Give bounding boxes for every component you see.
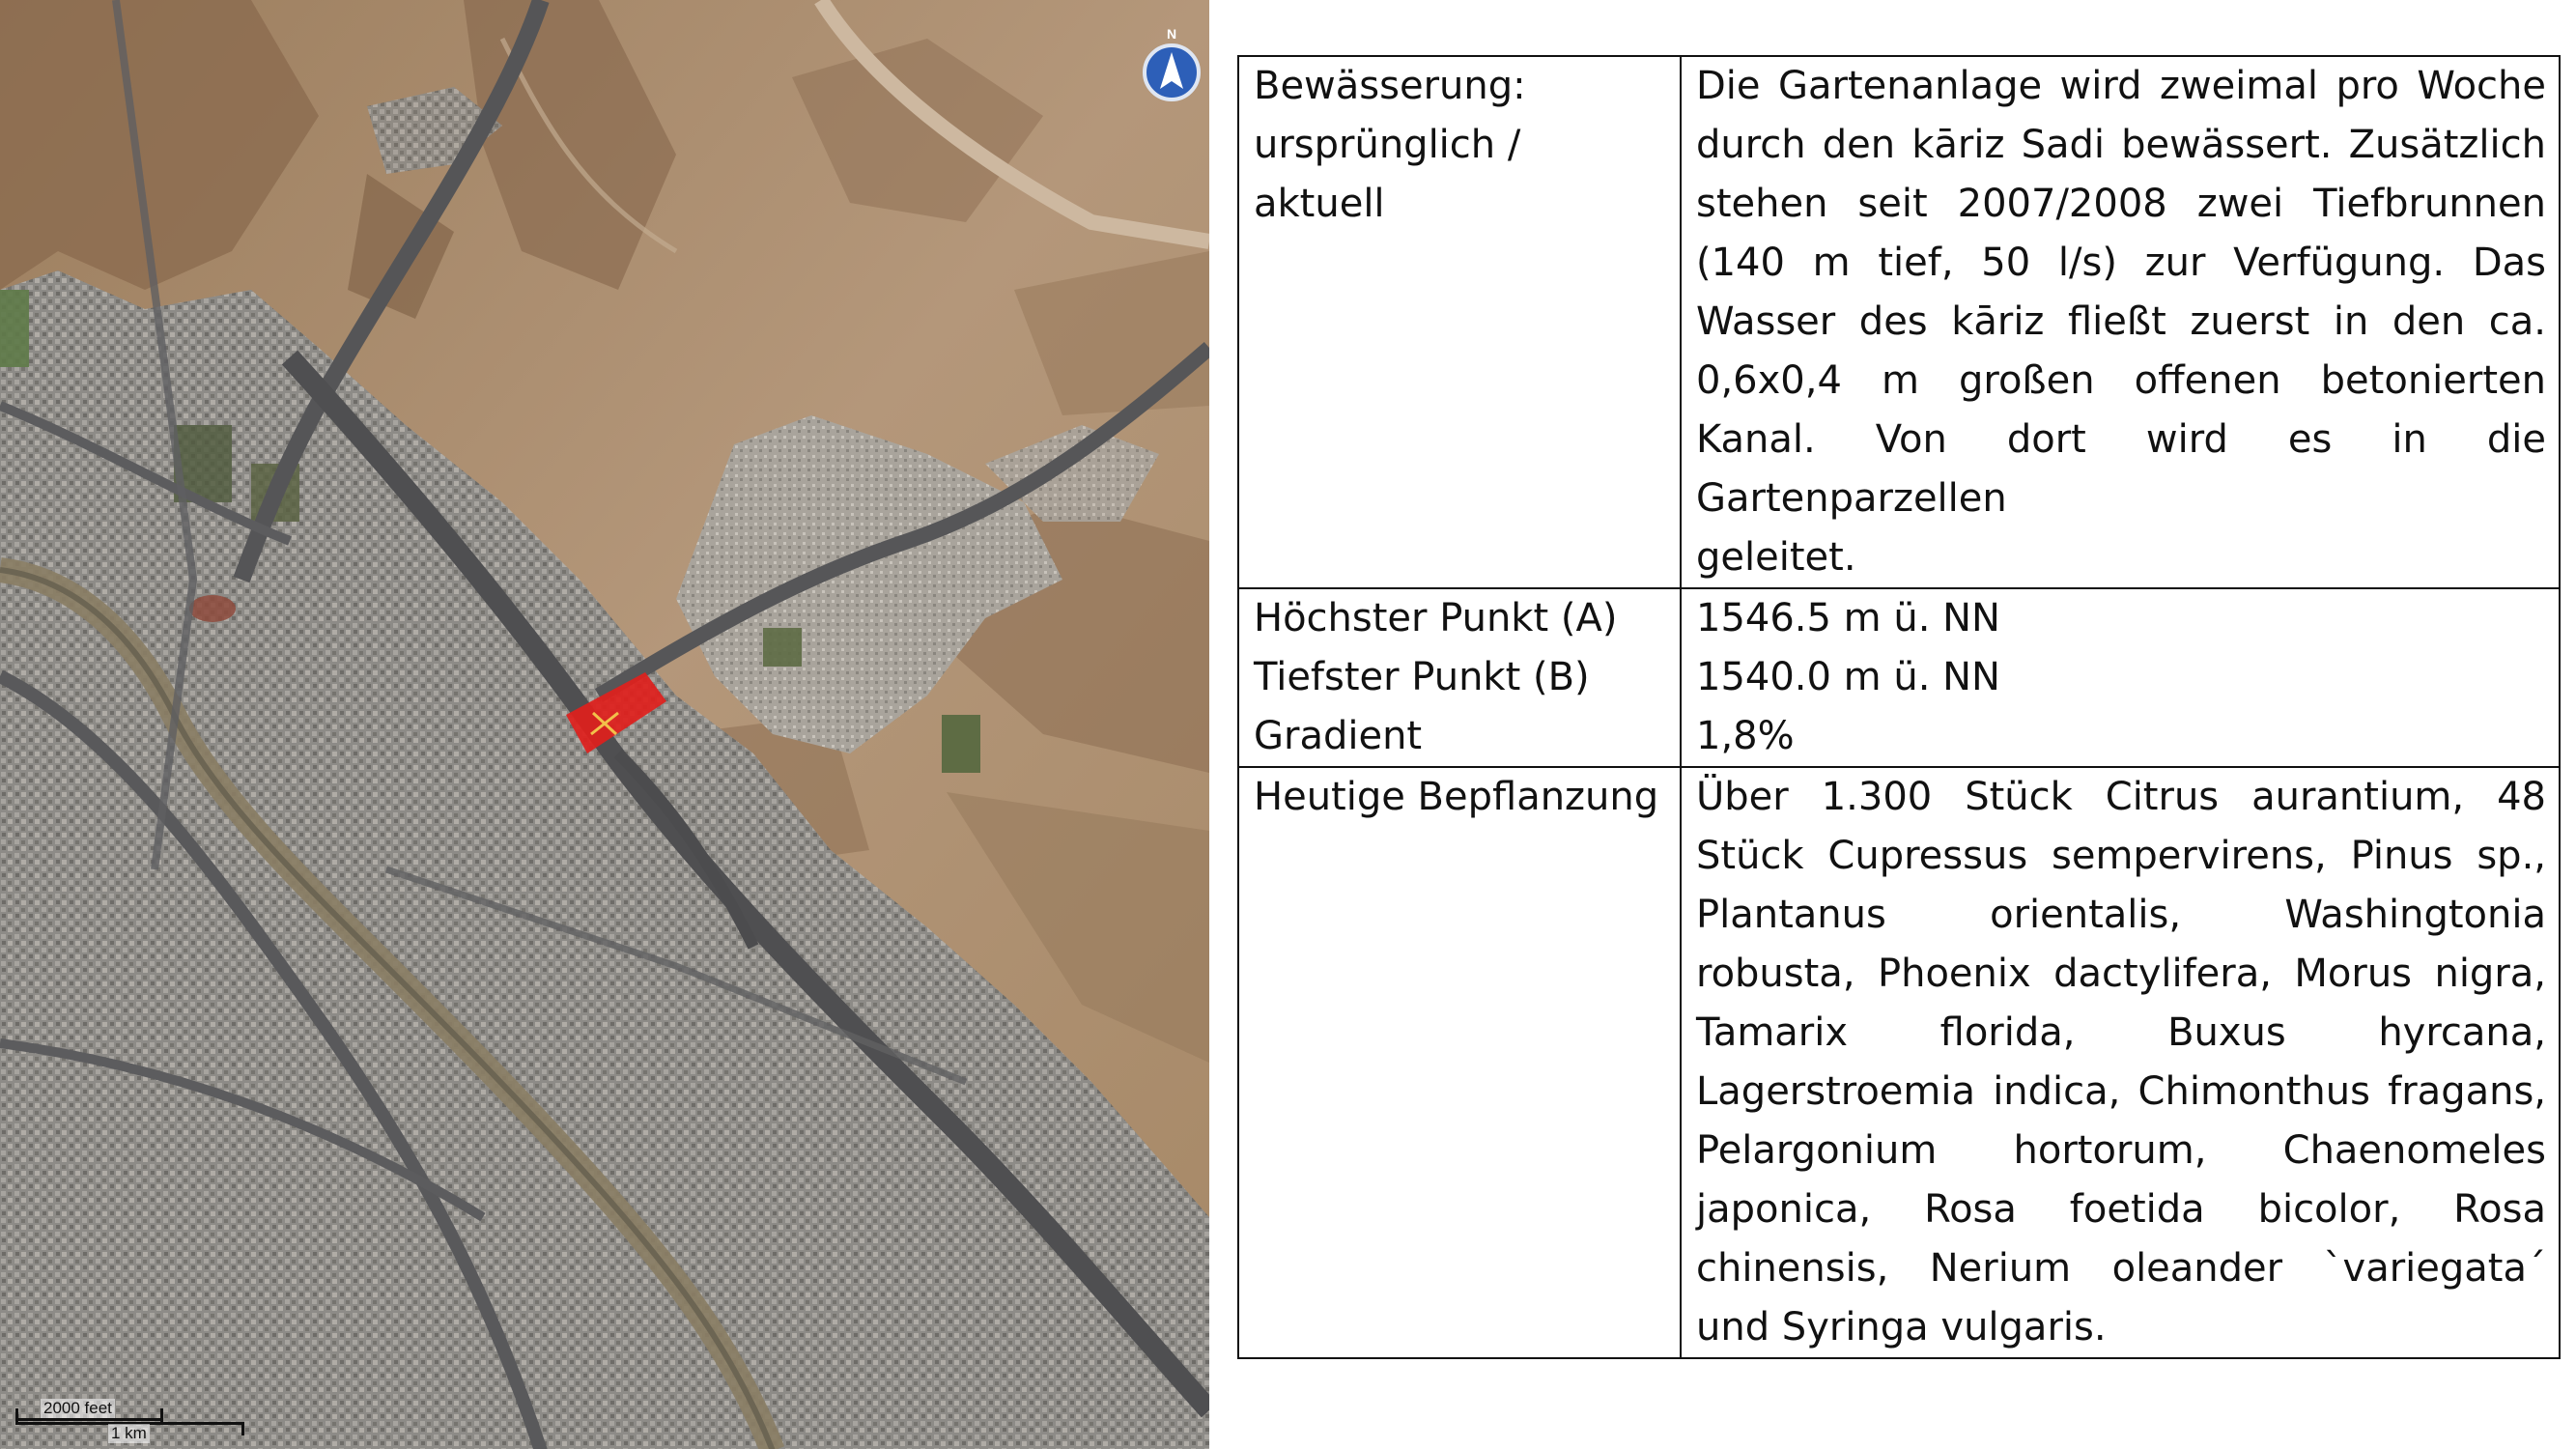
map-scale-bar — [12, 1399, 243, 1443]
value-line: japonica, Rosa foetida bicolor, Rosa — [1696, 1187, 2546, 1232]
row-label-planting — [1238, 767, 1681, 1358]
table-row-elevation — [1238, 588, 2560, 767]
table-row-irrigation — [1238, 56, 2560, 588]
row-label-elevation — [1238, 588, 1681, 767]
value-line: chinensis, Nerium oleander `variegata´ — [1696, 1246, 2546, 1291]
label-line: Höchster Punkt (A) — [1254, 596, 1618, 640]
label-line: Tiefster Punkt (B) — [1254, 655, 1590, 699]
value-line: (140 m tief, 50 l/s) zur Verfügung. Das — [1696, 241, 2546, 285]
value-line: Tamarix florida, Buxus hyrcana, — [1696, 1010, 2546, 1055]
value-line: Kanal. Von dort wird es in die — [1696, 417, 2546, 462]
value-line: 1546.5 m ü. NN — [1696, 596, 2000, 640]
label-line: Bewässerung: — [1254, 64, 1526, 108]
value-line: und Syringa vulgaris. — [1696, 1305, 2107, 1350]
compass-label: N — [1166, 29, 1177, 42]
label-line: ursprünglich / — [1254, 123, 1521, 167]
scale-label-feet: 2000 feet — [41, 1399, 115, 1418]
value-line: 1540.0 m ü. NN — [1696, 655, 2000, 699]
table-row-planting — [1238, 767, 2560, 1358]
value-line: geleitet. — [1696, 535, 1856, 580]
satellite-map — [0, 0, 1209, 1449]
row-value-planting — [1681, 767, 2560, 1358]
value-line: Über 1.300 Stück Citrus aurantium, 48 — [1696, 775, 2546, 819]
label-line: aktuell — [1254, 182, 1385, 226]
value-line: robusta, Phoenix dactylifera, Morus nigra, — [1696, 952, 2546, 996]
value-line: 0,6x0,4 m großen offenen betonierten — [1696, 358, 2546, 403]
value-line: stehen seit 2007/2008 zwei Tiefbrunnen — [1696, 182, 2546, 226]
row-value-irrigation — [1681, 56, 2560, 588]
row-label-irrigation — [1238, 56, 1681, 588]
row-value-elevation — [1681, 588, 2560, 767]
value-line: Die Gartenanlage wird zweimal pro Woche — [1696, 64, 2546, 108]
value-line: Stück Cupressus sempervirens, Pinus sp., — [1696, 834, 2546, 878]
satellite-map-image — [0, 0, 1209, 1449]
north-arrow-icon — [1138, 29, 1205, 106]
value-line: Plantanus orientalis, Washingtonia — [1696, 893, 2546, 937]
value-line: durch den kāriz Sadi bewässert. Zusätzlich — [1696, 123, 2546, 167]
label-line: Gradient — [1254, 714, 1423, 758]
garden-info-table — [1237, 55, 2561, 1359]
value-line: Wasser des kāriz fließt zuerst in den ca. — [1696, 299, 2546, 344]
value-line: Pelargonium hortorum, Chaenomeles — [1696, 1128, 2546, 1173]
scale-label-km: 1 km — [108, 1424, 150, 1443]
value-line: 1,8% — [1696, 714, 1795, 758]
value-line: Lagerstroemia indica, Chimonthus fragans, — [1696, 1069, 2546, 1114]
label-line: Heutige Bepflanzung — [1254, 775, 1659, 819]
value-line: Gartenparzellen — [1696, 476, 2007, 521]
